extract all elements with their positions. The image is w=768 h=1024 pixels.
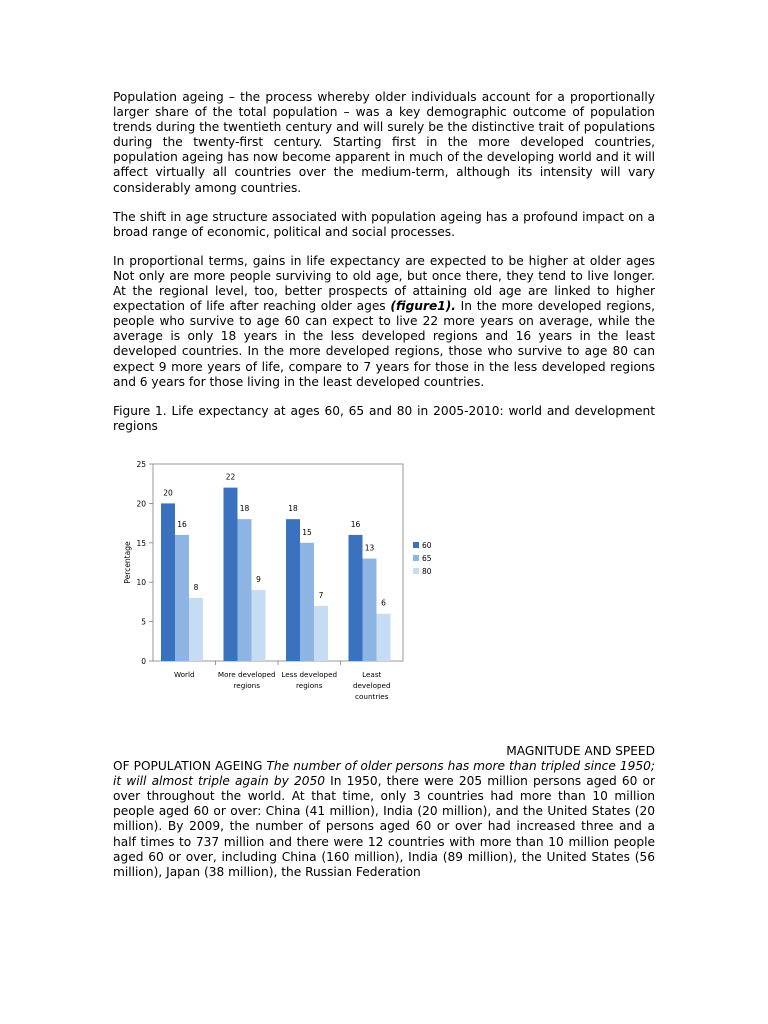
section-heading-line1: MAGNITUDE AND SPEED [506,744,655,758]
data-label-65-0: 16 [177,519,187,529]
data-label-60-2: 18 [288,504,298,514]
y-tick-label-0: 0 [141,656,146,666]
data-label-80-1: 9 [256,574,261,584]
category-label-2-0: Less developed [281,669,338,679]
bar-80-1 [252,590,266,661]
category-label-2-1: regions [296,680,323,690]
life-expectancy-chart [113,454,443,714]
category-label-0-0: World [173,669,195,679]
legend-label-60: 60 [422,540,432,550]
paragraph-age-structure: The shift in age structure associated with population ageing has a profound impact on a broad range of economic, political and social processes. [113,209,655,239]
category-label-3-2: countries [355,691,389,701]
data-label-65-3: 13 [364,543,375,553]
paragraph-life-expectancy-part2: In the more developed regions, people who survive to age 60 can expect to live 22 more years on average, while the average is only 18 years in the less developed regions and 16 years in the least developed countries. In the more developed regions, those who survive to age 80 can expect 9 more years of life, compare to 7 years for those in the less developed regions and 6 years for those living in the least developed countries. [113,299,656,389]
y-tick-label-20: 20 [136,499,146,509]
chart-svg [113,454,443,714]
bar-80-3 [377,614,391,661]
bar-65-3 [363,558,377,660]
y-tick-label-25: 25 [136,459,146,469]
legend-swatch-65 [413,555,419,561]
data-label-60-1: 22 [225,472,236,482]
legend-label-65: 65 [422,553,432,563]
section-magnitude [113,744,655,880]
bar-65-1 [238,519,252,661]
figure-caption: Figure 1. Life expectancy at ages 60, 65 and 80 in 2005-2010: world and development regions [113,403,655,433]
bar-60-0 [161,503,175,661]
category-label-3-0: Least [362,669,382,679]
document-page [113,90,655,714]
bar-80-2 [314,606,328,661]
bar-60-2 [286,519,300,661]
bar-65-0 [175,535,189,661]
data-label-80-0: 8 [193,582,199,592]
figure-reference: (figure1). [390,299,456,314]
y-tick-label-10: 10 [136,578,146,588]
bar-60-1 [224,488,238,661]
category-label-1-0: More developed [217,669,276,679]
y-tick-label-15: 15 [136,538,146,548]
data-label-80-2: 7 [318,590,324,600]
paragraph-intro: Population ageing – the process whereby older individuals account for a proportionally larger share of the total population – was a key demographic outcome of population trends during the twentieth century and will surely be the distinctive trait of populations during the twenty-first century. Starting first in the more developed countries, population ageing has now become apparent in much of the developing world and it will affect virtually all countries over the medium-term, although its intensity will vary considerably among countries. [113,90,655,195]
section-italic-lead: The number of older persons has more than tripled since 1950; it will almost triple again by 2050 [113,759,656,789]
paragraph-life-expectancy-part1: In proportional terms, gains in life expectancy are expected to be higher at older ages Not only are more people surviving to old age, but once there, they tend to live longer. At the regional level, too, better prospects of attaining old age are linked to higher expectation of life after reaching older ages [113,253,655,314]
data-label-60-3: 16 [350,519,361,529]
legend-swatch-60 [413,542,419,548]
bar-60-3 [349,535,363,661]
y-axis-label: Percentage [123,541,132,584]
paragraph-life-expectancy [113,254,655,390]
data-label-60-0: 20 [163,488,173,498]
category-label-1-1: regions [233,680,260,690]
section-body: In 1950, there were 205 million persons aged 60 or over throughout the world. At that time, only 3 countries had more than 10 million people aged 60 or over: China (41 million), India (20 million), and the United States (20 million). By 2009, the number of persons aged 60 or over had increased three and a half times to 737 million and there were 12 countries with more than 10 million people aged 60 or over, including China (160 million), India (89 million), the United States (56 million), Japan (38 million), the Russian Federation [113,774,655,879]
section-heading-line2: OF POPULATION AGEING [113,759,263,774]
data-label-65-1: 18 [239,504,250,514]
data-label-65-2: 15 [302,527,312,537]
category-label-3-1: developed [352,680,391,690]
bar-65-2 [300,543,314,661]
legend-swatch-80 [413,568,419,574]
legend-label-80: 80 [422,566,432,576]
bar-80-0 [189,598,203,661]
y-tick-label-5: 5 [141,617,146,627]
section-paragraph [113,759,655,880]
data-label-80-3: 6 [381,598,386,608]
